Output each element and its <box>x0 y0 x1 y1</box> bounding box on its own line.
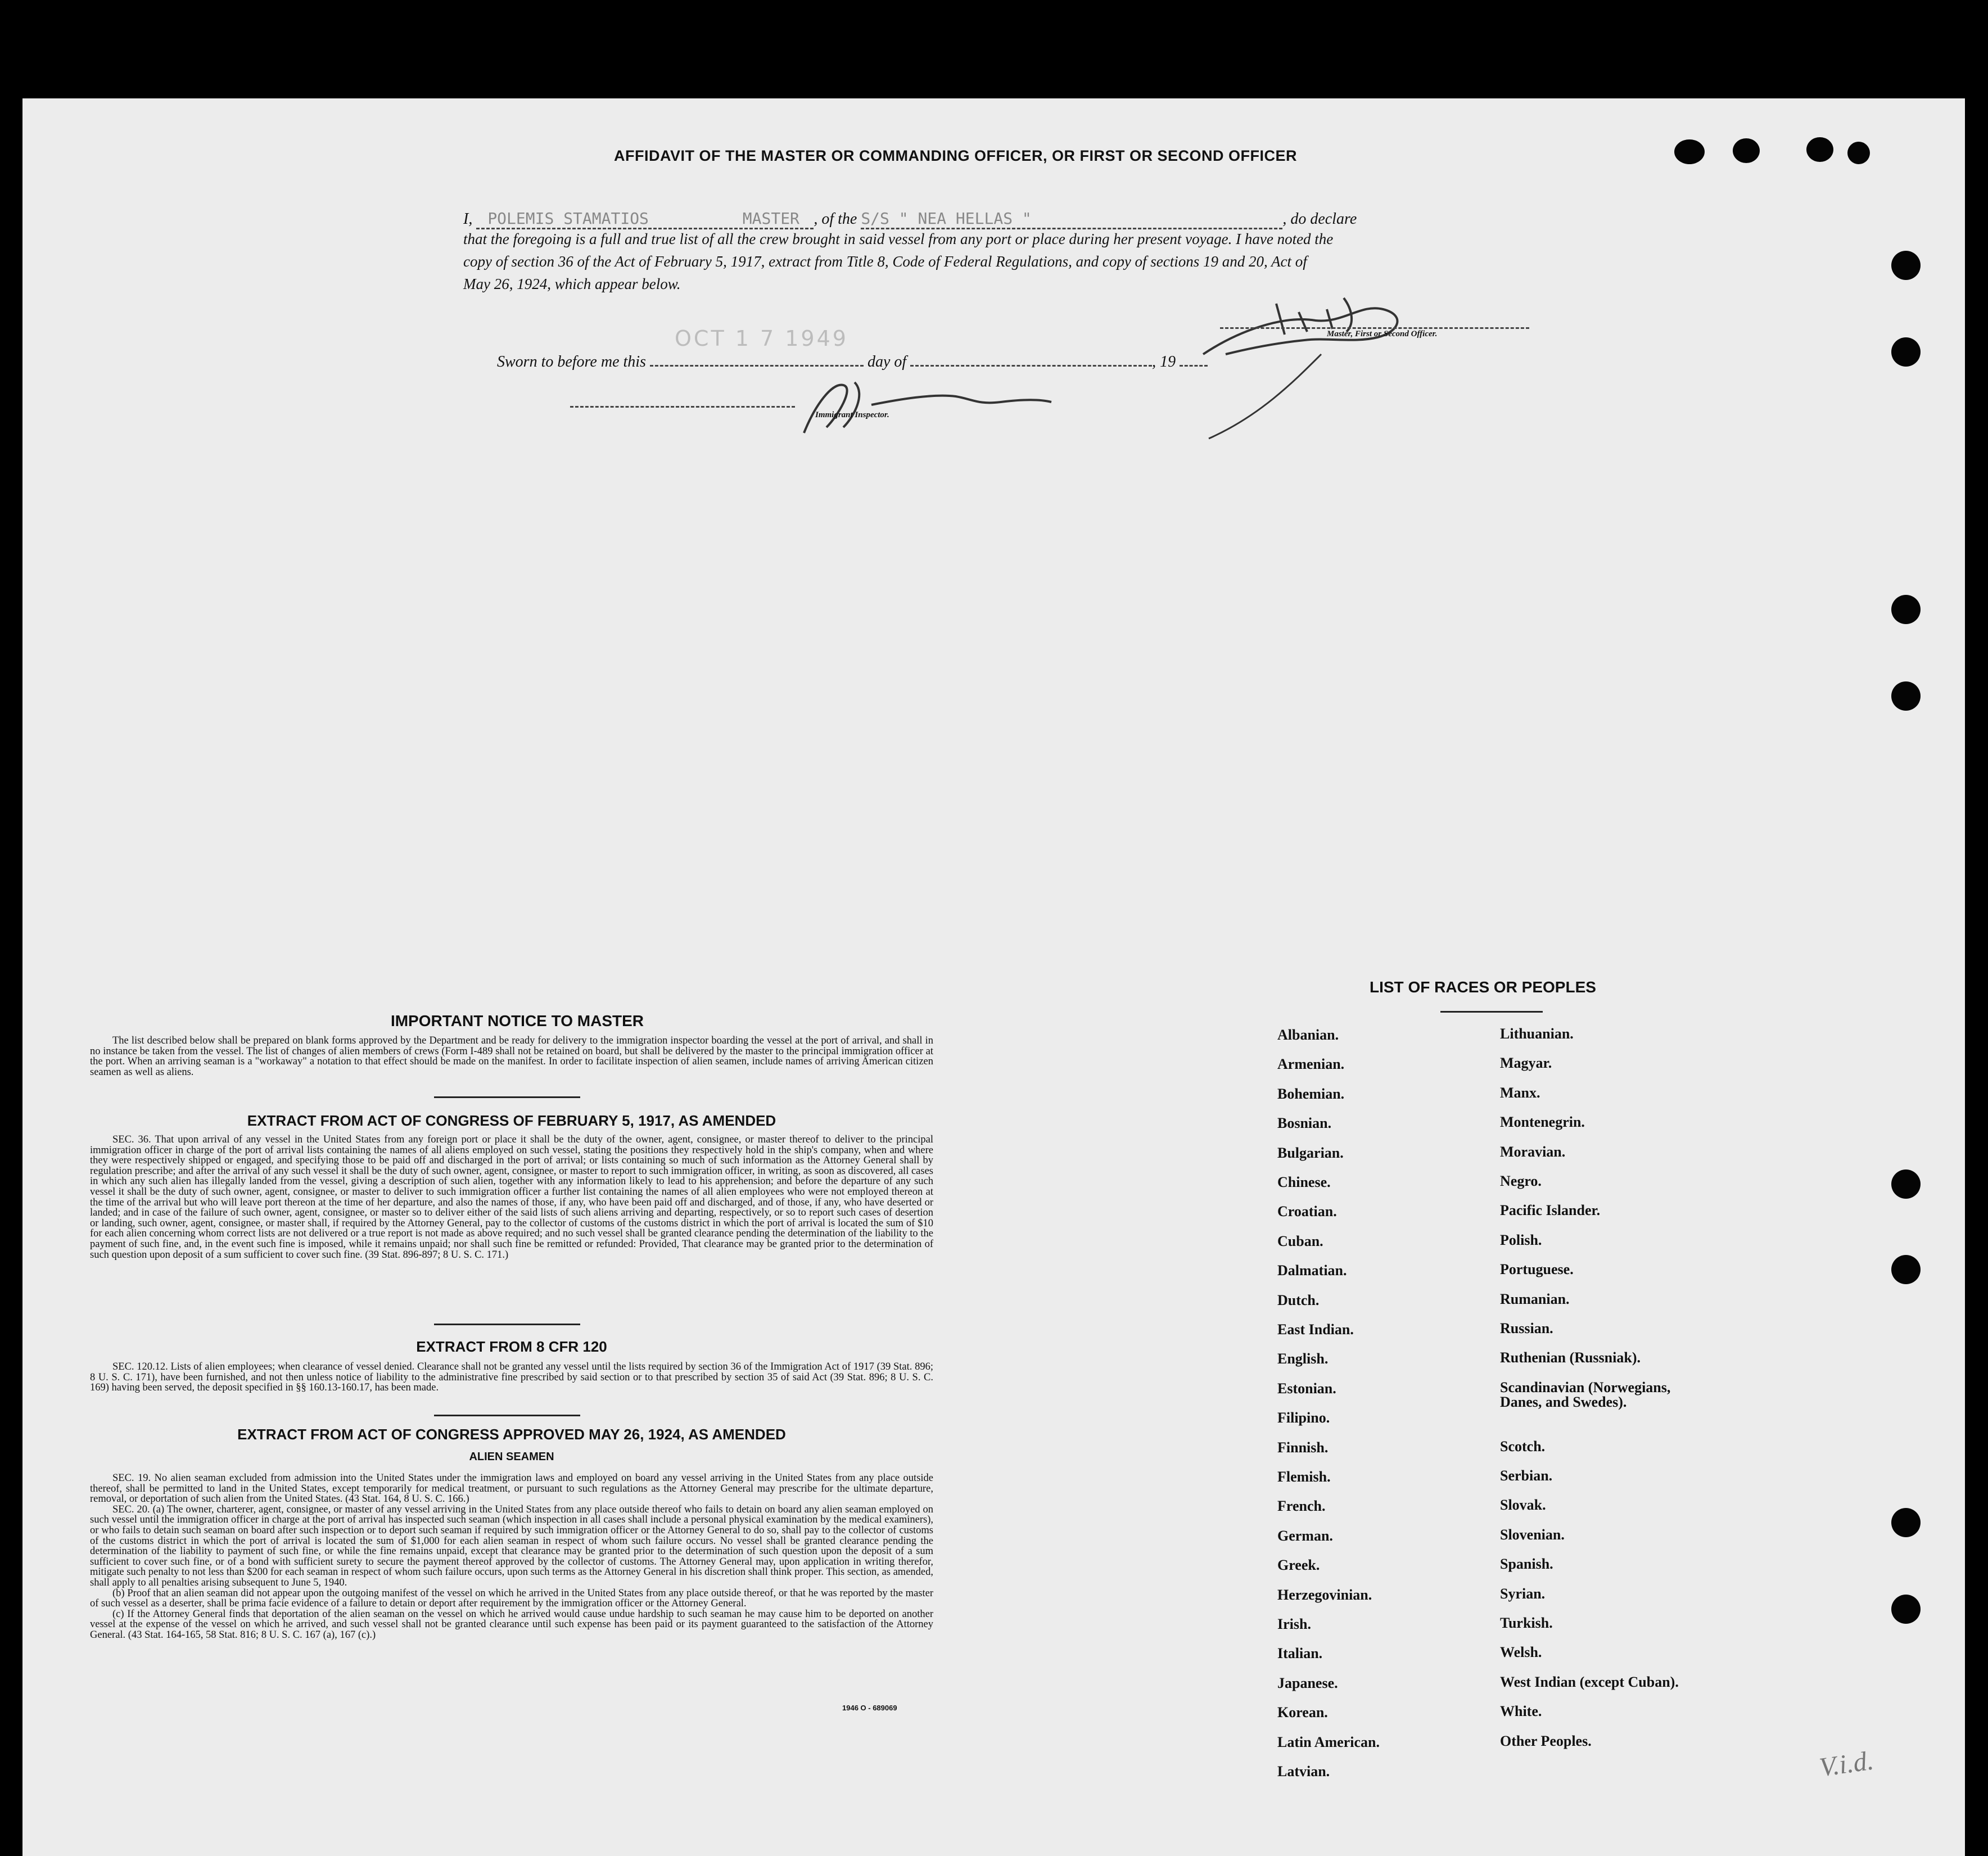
affidavit-text-line3: copy of section 36 of the Act of February 5, 1917, extract from Title 8, Code of Federal Regulations, and copy of sections 19 and 20, Act of <box>463 253 1307 270</box>
sec-120-12-paragraph: SEC. 120.12. Lists of alien employees; when clearance of vessel denied. Clearance shall not be granted any vessel until the lists required by section 36 of the Immigration Act of 1917 (39 Stat. 896; 8 U. S. C. 171), have been furnished, and not then unless notice of liability to the administrative fine prescribed by said section or to that prescribed by section 35 of said Act (39 Stat. 896; 8 U. S. C. 169) having been served, the deposit specified in §§ 160.13-160.17, has been made. <box>90 1361 933 1394</box>
race-item: Bohemian. <box>1277 1085 1345 1102</box>
punch-hole <box>1891 595 1921 624</box>
race-item: French. <box>1277 1498 1326 1515</box>
margin-note: V.i.d. <box>1817 1745 1876 1783</box>
race-item: Dalmatian. <box>1277 1262 1347 1279</box>
affidavit-text-line2: that the foregoing is a full and true list of all the crew brought in said vessel from any port or place during her present voyage. I have noted the <box>463 231 1334 247</box>
sec-19-paragraph: SEC. 19. No alien seaman excluded from admission into the United States under the immigration laws and employed on board any vessel arriving in the United States from any place outside thereof, shall be permitted to land in the United States, except temporarily for medical treatment, or pursuant to such regulations as the Attorney General may prescribe for the ultimate departure, removal, or deportation of such alien from the United States. (43 Stat. 164, 8 U. S. C. 166.) <box>90 1473 933 1505</box>
master-signature-caption: Master, First or Second Officer. <box>1327 329 1438 338</box>
punch-hole <box>1891 1508 1921 1537</box>
race-item: Ruthenian (Russniak). <box>1500 1349 1641 1366</box>
race-item: Italian. <box>1277 1645 1323 1662</box>
divider <box>434 1096 580 1098</box>
race-item: Filipino. <box>1277 1410 1330 1426</box>
race-item: White. <box>1500 1703 1542 1720</box>
race-item: English. <box>1277 1351 1329 1367</box>
inspector-caption: Immigrant Inspector. <box>815 410 889 419</box>
race-item: Syrian. <box>1500 1585 1546 1602</box>
race-item: Scandinavian (Norwegians, Danes, and Swedes). <box>1500 1379 1671 1410</box>
master-signature-line <box>1220 326 1529 329</box>
race-item: Negro. <box>1500 1173 1542 1189</box>
punch-hole <box>1674 139 1705 164</box>
race-item: Polish. <box>1500 1231 1542 1248</box>
race-item: Other Peoples. <box>1500 1732 1592 1749</box>
affidavit-declaration-line <box>463 209 1531 229</box>
extract-1917-body <box>90 1135 933 1260</box>
master-name-value: POLEMIS STAMATIOS <box>487 209 649 228</box>
notice-title: IMPORTANT NOTICE TO MASTER <box>390 1012 644 1029</box>
race-item: Bulgarian. <box>1277 1144 1344 1161</box>
race-item: West Indian (except Cuban). <box>1500 1673 1679 1690</box>
race-item: Croatian. <box>1277 1203 1337 1220</box>
year-label: , 19 <box>1152 353 1176 371</box>
notice-body <box>90 1036 933 1077</box>
affidavit-title: AFFIDAVIT OF THE MASTER OR COMMANDING OFFICER, OR FIRST OR SECOND OFFICER <box>614 147 1297 164</box>
races-title: LIST OF RACES OR PEOPLES <box>1370 978 1596 996</box>
race-item: Chinese. <box>1277 1174 1331 1190</box>
race-item: Cuban. <box>1277 1232 1323 1249</box>
race-item: Lithuanian. <box>1500 1026 1574 1042</box>
sec-36-paragraph: SEC. 36. That upon arrival of any vessel in the United States from any foreign port or place it shall be the duty of the owner, agent, consignee, or master thereof to deliver to the principal immigration officer in charge of the port of arrival lists containing the names of all aliens employed on such vessel, stating the positions they respectively hold in the ship's company, when and where they were respectively shipped or engaged, and specifying those to be paid off and discharged in the port of arrival; or lists containing so much of such information as the Attorney General shall by regulation prescribe; and after the arrival of any such vessel it shall be the duty of such owner, agent, consignee, or master to report to such immigration officer, in writing, as soon as discovered, all cases in which any such alien has illegally landed from the vessel, giving a description of such alien, together with any information likely to lead to his apprehension; and before the departure of any such vessel it shall be the duty of such owner, agent, consignee, or master to deliver to such immigration officer a further list containing the names of all alien employees who were not employed thereon at the time of the arrival but who will leave port thereon at the time of her departure, and also the names of those, if any, who have been paid off and discharged, and of those, if any, who have deserted or landed; and in case of the failure of such owner, agent, consignee, or master so to deliver either of the said lists of such aliens arriving and departing, respectively, or so to report such cases of desertion or landing, such owner, agent, consignee, or master shall, if required by the Attorney General, pay to the collector of customs of the customs district in which the port of arrival is located the sum of $10 for each alien concerning whom correct lists are not delivered or a true report is not made as above required; and no such vessel shall be granted clearance pending the determination of the liability to the payment of such fine, and, in the event such fine is imposed, while it remains unpaid; nor shall such fine be remitted or refunded: Provided, That clearance may be granted prior to the determination of such question upon deposit of a sum sufficient to cover such fine. (39 Stat. 896-897; 8 U. S. C. 171.) <box>90 1134 933 1261</box>
race-item: Armenian. <box>1277 1056 1345 1073</box>
race-item: Moravian. <box>1500 1143 1566 1160</box>
master-name-field[interactable] <box>476 209 814 229</box>
race-item: Herzegovinian. <box>1277 1586 1372 1603</box>
punch-hole <box>1891 1595 1921 1624</box>
race-item: Russian. <box>1500 1320 1553 1336</box>
race-item: Spanish. <box>1500 1556 1553 1573</box>
day-of-label: day of <box>867 353 907 371</box>
race-item: Scotch. <box>1500 1438 1546 1455</box>
inspector-signature <box>787 371 1057 439</box>
punch-hole <box>1847 142 1870 164</box>
punch-hole <box>1891 1255 1921 1284</box>
sec-20a-paragraph: SEC. 20. (a) The owner, charterer, agent, consignee, or master of any vessel arriving in the United States from any place outside thereof who fails to detain on board any alien seaman employed on such vessel until the immigration officer in charge at the port of arrival has inspected such seaman (which inspection in all cases shall include a personal physical examination by the medical examiners), or who fails to detain such seaman on board after such inspection or to deport such seaman if required by such immigration officer or the Attorney General to do so, shall pay to the collector of customs of the customs district in which the port of arrival is located the sum of $1,000 for each alien seaman in respect of whom such failure occurs. No vessel shall be granted clearance pending the determination of the liability to payment of such fine, or while the fine remains unpaid, except that clearance may be granted prior to the determination of such question upon the deposit of a sum sufficient to cover such fine, or of a bond with sufficient surety to secure the payment thereof approved by the collector of customs. The Attorney General may, upon application in writing therefor, mitigate such penalty to not less than $200 for each seaman in respect of whom such failure occurs, upon such terms as the Attorney General in his discretion shall think proper. This section, as amended, shall apply to all penalties arising subsequent to June 5, 1940. <box>90 1503 933 1588</box>
extract-cfr-title: EXTRACT FROM 8 CFR 120 <box>416 1338 607 1355</box>
extract-1917-title: EXTRACT FROM ACT OF CONGRESS OF FEBRUARY 5, 1917, AS AMENDED <box>247 1112 776 1129</box>
race-item: Slovak. <box>1500 1497 1546 1514</box>
punch-hole <box>1891 337 1921 367</box>
sworn-month-field[interactable] <box>910 365 1152 367</box>
race-item: Estonian. <box>1277 1380 1336 1397</box>
notice-paragraph: The list described below shall be prepared on blank forms approved by the Department and be ready for delivery to the immigration inspector boarding the vessel at the port of arrival, and shall in no instance be taken from the vessel. The list of changes of alien members of crews (Form I-489 shall not be retained on board, but shall be delivered by the master to the principal immigration officer at the port. When an arriving seaman is a "workaway" a notation to that effect should be made on the manifest. In order to facilitate inspection of alien seamen, include names of arriving American citizen seamen as well as aliens. <box>90 1035 933 1078</box>
race-item: Slovenian. <box>1500 1526 1565 1543</box>
sworn-day-field[interactable] <box>650 365 864 367</box>
race-item: Magyar. <box>1500 1055 1552 1072</box>
race-item: Bosnian. <box>1277 1115 1332 1132</box>
vessel-name-value: S/S " NEA HELLAS " <box>861 209 1032 228</box>
extract-1924-title: EXTRACT FROM ACT OF CONGRESS APPROVED MAY 26, 1924, AS AMENDED <box>237 1426 786 1443</box>
race-item: German. <box>1277 1527 1333 1544</box>
divider <box>434 1324 580 1325</box>
do-declare-label: , do declare <box>1282 210 1357 228</box>
race-item: Finnish. <box>1277 1439 1329 1456</box>
race-item: Japanese. <box>1277 1674 1338 1691</box>
race-item: Latvian. <box>1277 1763 1330 1780</box>
sworn-label: Sworn to before me this <box>497 353 646 371</box>
race-item: Portuguese. <box>1500 1261 1574 1278</box>
race-item: Pacific Islander. <box>1500 1202 1601 1219</box>
sworn-line <box>497 353 1208 371</box>
punch-hole <box>1891 1169 1921 1199</box>
race-item: Turkish. <box>1500 1615 1553 1631</box>
race-item: Welsh. <box>1500 1644 1542 1661</box>
race-item: Flemish. <box>1277 1469 1331 1485</box>
of-the-label: , of the <box>814 210 857 228</box>
divider <box>434 1415 580 1416</box>
punch-hole <box>1806 137 1833 162</box>
races-title-underline <box>1440 1011 1543 1013</box>
race-item: Korean. <box>1277 1704 1328 1721</box>
sec-20c-paragraph: (c) If the Attorney General finds that deportation of the alien seaman on the vessel on which he arrived would cause undue hardship to such seaman he may cause him to be deported on another vessel at the expense of the vessel on which he arrived, and such vessel shall not be granted clearance until such expense has been paid or its payment guaranteed to the satisfaction of the Attorney General. (43 Stat. 164-165, 58 Stat. 816; 8 U. S. C. 167 (a), 167 (c).) <box>90 1608 933 1641</box>
race-item: East Indian. <box>1277 1321 1354 1338</box>
print-code: 1946 O - 689069 <box>842 1704 897 1712</box>
sec-20b-paragraph: (b) Proof that an alien seaman did not appear upon the outgoing manifest of the vessel on which he arrived in the United States from any place outside thereof, or that he was reported by the master of such vessel as a deserter, shall be prima facie evidence of a failure to detain or deport after requirement by the immigration officer or the Attorney General. <box>90 1587 933 1610</box>
punch-hole <box>1891 681 1921 711</box>
affidavit-text-line4: May 26, 1924, which appear below. <box>463 276 681 292</box>
sworn-year-field[interactable] <box>1180 365 1208 367</box>
race-item: Rumanian. <box>1500 1290 1570 1307</box>
race-item: Montenegrin. <box>1500 1114 1585 1131</box>
inspector-signature-line <box>570 405 795 408</box>
extract-1924-body <box>90 1473 933 1641</box>
master-signature <box>1192 270 1473 444</box>
race-item: Dutch. <box>1277 1291 1320 1308</box>
master-rank-value: MASTER <box>742 209 799 228</box>
vessel-name-field[interactable] <box>861 209 1282 229</box>
extract-cfr-body <box>90 1362 933 1393</box>
race-item: Irish. <box>1277 1616 1311 1632</box>
race-item: Albanian. <box>1277 1027 1339 1043</box>
punch-hole <box>1733 138 1760 163</box>
race-item: Greek. <box>1277 1557 1320 1574</box>
race-item: Serbian. <box>1500 1467 1553 1484</box>
punch-hole <box>1891 251 1921 280</box>
race-item: Latin American. <box>1277 1733 1380 1750</box>
i-label: I, <box>463 210 473 228</box>
alien-seamen-subtitle: ALIEN SEAMEN <box>469 1451 554 1463</box>
race-item: Manx. <box>1500 1084 1540 1101</box>
date-stamp: OCT 1 7 1949 <box>675 326 848 351</box>
